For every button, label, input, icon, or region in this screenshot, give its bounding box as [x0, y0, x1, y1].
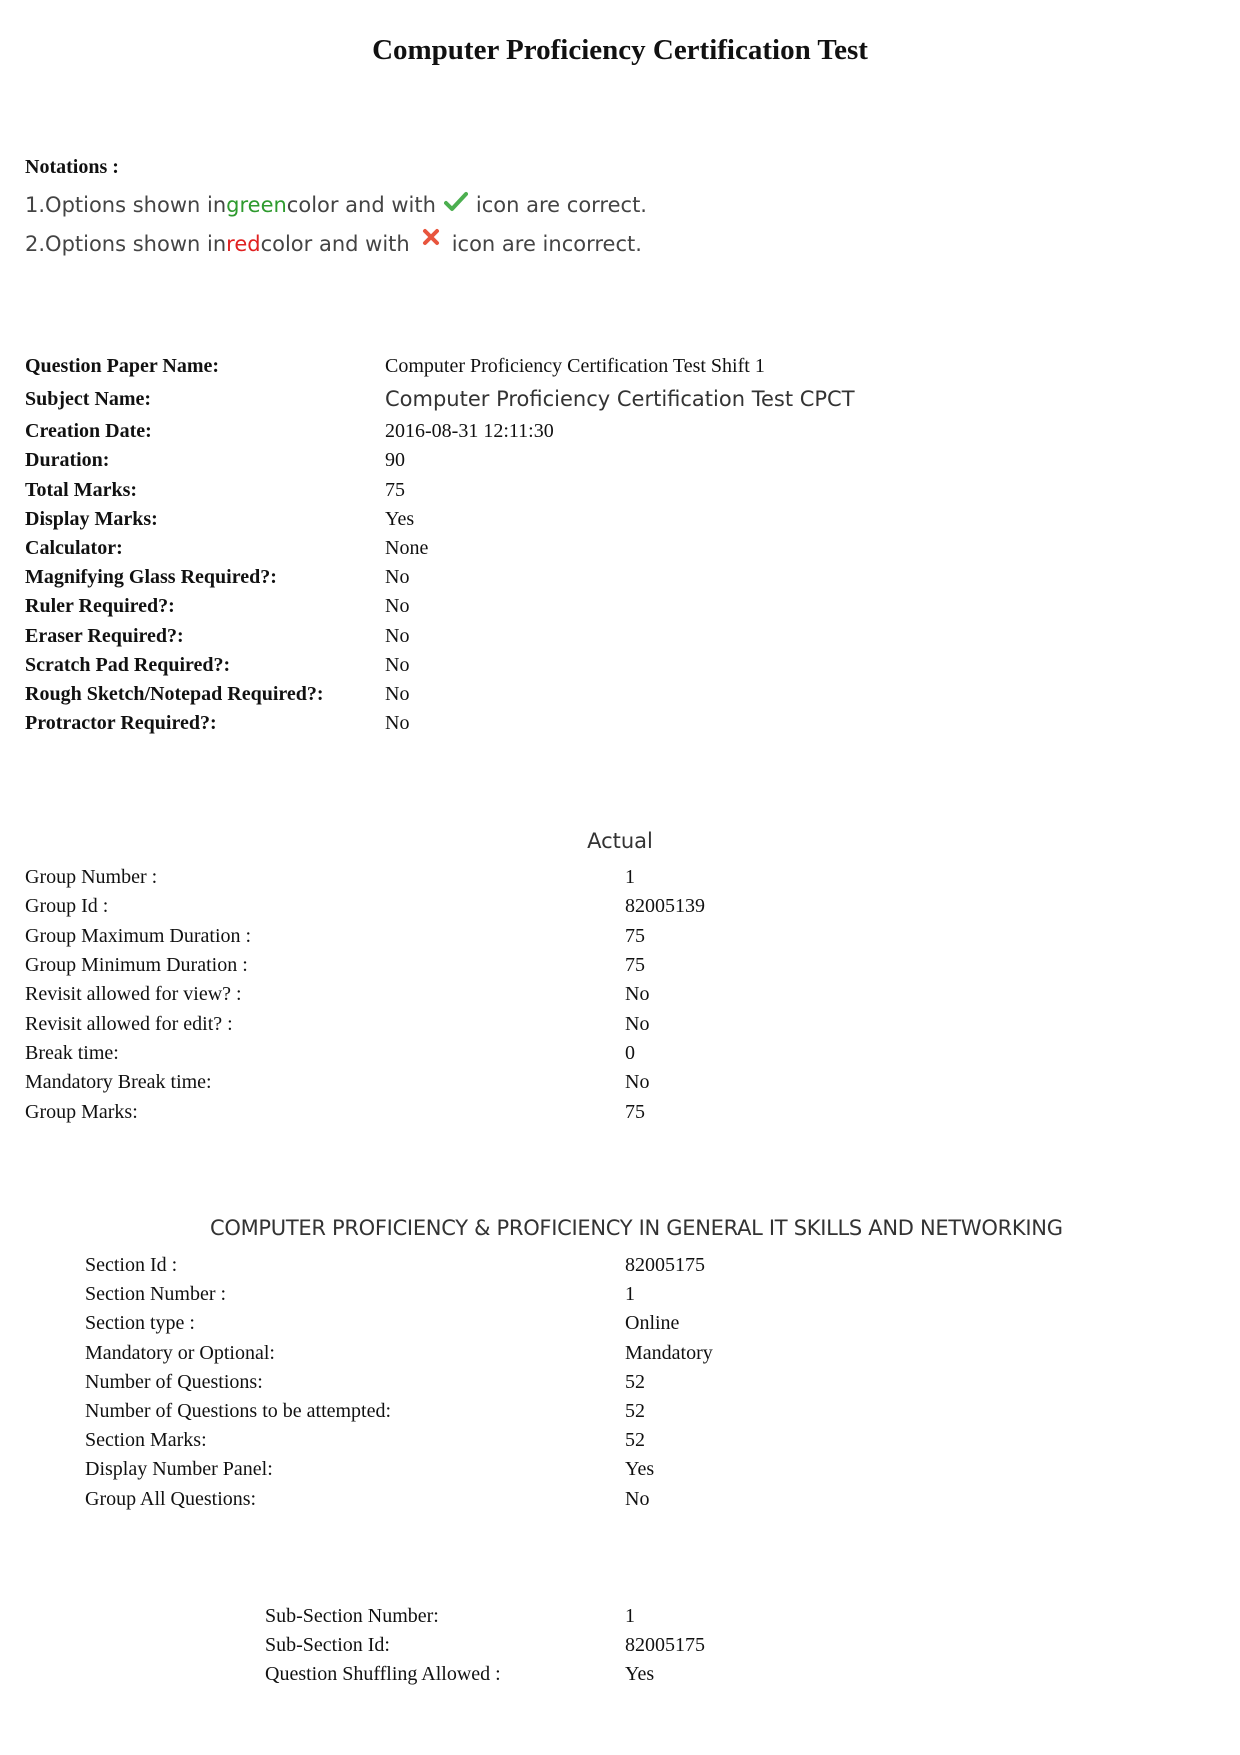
group-row	[25, 892, 705, 921]
cross-icon	[422, 228, 440, 246]
section-label: Section type :	[85, 1312, 195, 1335]
info-value: Computer Proficiency Certification Test CPCT	[385, 387, 855, 412]
subsection-row	[265, 1660, 705, 1689]
group-value: No	[625, 1012, 650, 1035]
info-row	[25, 505, 855, 534]
notation-text: 2.Options shown in	[25, 231, 227, 256]
section-value: 82005175	[625, 1254, 705, 1277]
info-row	[25, 534, 855, 563]
section-value: 1	[625, 1283, 635, 1306]
section-value: 52	[625, 1400, 645, 1423]
group-heading: Actual	[587, 829, 653, 853]
section-value: Online	[625, 1312, 680, 1335]
section-value: 52	[625, 1429, 645, 1452]
info-row	[25, 381, 855, 417]
section-label: Section Id :	[85, 1254, 178, 1277]
subsection-table	[265, 1602, 705, 1690]
group-label: Revisit allowed for view? :	[25, 983, 242, 1006]
info-row	[25, 622, 855, 651]
section-row	[85, 1309, 713, 1338]
group-row	[25, 922, 705, 951]
info-value: No	[385, 712, 410, 735]
section-row	[85, 1280, 713, 1309]
group-row	[25, 980, 705, 1009]
section-table	[85, 1251, 713, 1514]
group-row	[25, 1039, 705, 1068]
info-value: 75	[385, 478, 405, 501]
group-row	[25, 1009, 705, 1038]
section-row	[85, 1485, 713, 1514]
group-label: Group Number :	[25, 866, 158, 889]
notation-text: color and with	[260, 231, 410, 256]
subsection-label: Sub-Section Id:	[265, 1634, 390, 1657]
info-label: Ruler Required?:	[25, 595, 175, 618]
info-value: None	[385, 537, 429, 560]
group-row	[25, 863, 705, 892]
section-value: Mandatory	[625, 1341, 713, 1364]
info-value: Computer Proficiency Certification Test Shift 1	[385, 355, 765, 378]
info-value: No	[385, 566, 410, 589]
group-row	[25, 1097, 705, 1126]
group-value: 82005139	[625, 895, 705, 918]
section-label: Display Number Panel:	[85, 1458, 273, 1481]
section-row	[85, 1455, 713, 1484]
info-row	[25, 352, 855, 381]
notation-text: 1.Options shown in	[25, 192, 227, 217]
info-value: 2016-08-31 12:11:30	[385, 420, 554, 443]
info-label: Magnifying Glass Required?:	[25, 566, 277, 589]
subsection-value: 82005175	[625, 1634, 705, 1657]
group-row	[25, 1068, 705, 1097]
info-value: Yes	[385, 507, 415, 530]
group-value: 75	[625, 954, 645, 977]
section-value: No	[625, 1487, 650, 1510]
section-row	[85, 1339, 713, 1368]
group-label: Revisit allowed for edit? :	[25, 1012, 233, 1035]
info-label: Scratch Pad Required?:	[25, 653, 231, 676]
group-value: 75	[625, 1100, 645, 1123]
info-row	[25, 476, 855, 505]
info-label: Protractor Required?:	[25, 712, 217, 735]
group-value: 1	[625, 866, 635, 889]
info-value: No	[385, 653, 410, 676]
group-table	[25, 863, 705, 1127]
info-label: Duration:	[25, 449, 110, 472]
info-row	[25, 592, 855, 621]
green-word: green	[226, 192, 287, 217]
section-row	[85, 1251, 713, 1280]
red-word: red	[226, 231, 261, 256]
section-row	[85, 1426, 713, 1455]
paper-info-table	[25, 352, 855, 738]
info-row	[25, 563, 855, 592]
page-title: Computer Proficiency Certification Test	[372, 34, 868, 66]
group-value: 0	[625, 1041, 635, 1064]
info-row	[25, 417, 855, 446]
section-row	[85, 1368, 713, 1397]
group-value: No	[625, 1071, 650, 1094]
group-row	[25, 951, 705, 980]
notations-label: Notations :	[25, 156, 119, 178]
section-value: Yes	[625, 1458, 655, 1481]
section-label: Group All Questions:	[85, 1487, 257, 1510]
group-value: No	[625, 983, 650, 1006]
section-label: Number of Questions to be attempted:	[85, 1400, 392, 1423]
info-value: No	[385, 682, 410, 705]
section-label: Number of Questions:	[85, 1370, 263, 1393]
info-label: Calculator:	[25, 537, 123, 560]
group-label: Group Maximum Duration :	[25, 924, 252, 947]
group-label: Group Minimum Duration :	[25, 954, 248, 977]
section-value: 52	[625, 1370, 645, 1393]
info-value: No	[385, 595, 410, 618]
notation-correct	[25, 185, 647, 224]
info-row	[25, 446, 855, 475]
notation-text: icon are incorrect.	[451, 231, 642, 256]
info-row	[25, 709, 855, 738]
subsection-value: Yes	[625, 1663, 655, 1686]
subsection-row	[265, 1602, 705, 1631]
group-label: Group Marks:	[25, 1100, 138, 1123]
info-label: Rough Sketch/Notepad Required?:	[25, 682, 324, 705]
section-label: Section Number :	[85, 1283, 227, 1306]
group-label: Break time:	[25, 1041, 119, 1064]
subsection-value: 1	[625, 1605, 635, 1628]
subsection-label: Question Shuffling Allowed :	[265, 1663, 501, 1686]
info-row	[25, 680, 855, 709]
section-label: Section Marks:	[85, 1429, 207, 1452]
info-label: Subject Name:	[25, 387, 152, 410]
notation-text: color and with	[286, 192, 436, 217]
group-label: Group Id :	[25, 895, 109, 918]
info-label: Display Marks:	[25, 507, 158, 530]
subsection-label: Sub-Section Number:	[265, 1605, 439, 1628]
section-row	[85, 1397, 713, 1426]
subsection-row	[265, 1631, 705, 1660]
section-label: Mandatory or Optional:	[85, 1341, 275, 1364]
info-label: Eraser Required?:	[25, 624, 184, 647]
info-value: No	[385, 624, 410, 647]
group-value: 75	[625, 924, 645, 947]
section-heading: COMPUTER PROFICIENCY & PROFICIENCY IN GENERAL IT SKILLS AND NETWORKING	[210, 1216, 1063, 1240]
notation-incorrect	[25, 224, 647, 263]
group-label: Mandatory Break time:	[25, 1071, 212, 1094]
info-value: 90	[385, 449, 405, 472]
info-label: Question Paper Name:	[25, 355, 220, 378]
info-label: Creation Date:	[25, 420, 152, 443]
info-label: Total Marks:	[25, 478, 138, 501]
notations-block	[25, 156, 647, 263]
info-row	[25, 651, 855, 680]
notation-text: icon are correct.	[475, 192, 647, 217]
check-icon	[444, 191, 468, 213]
